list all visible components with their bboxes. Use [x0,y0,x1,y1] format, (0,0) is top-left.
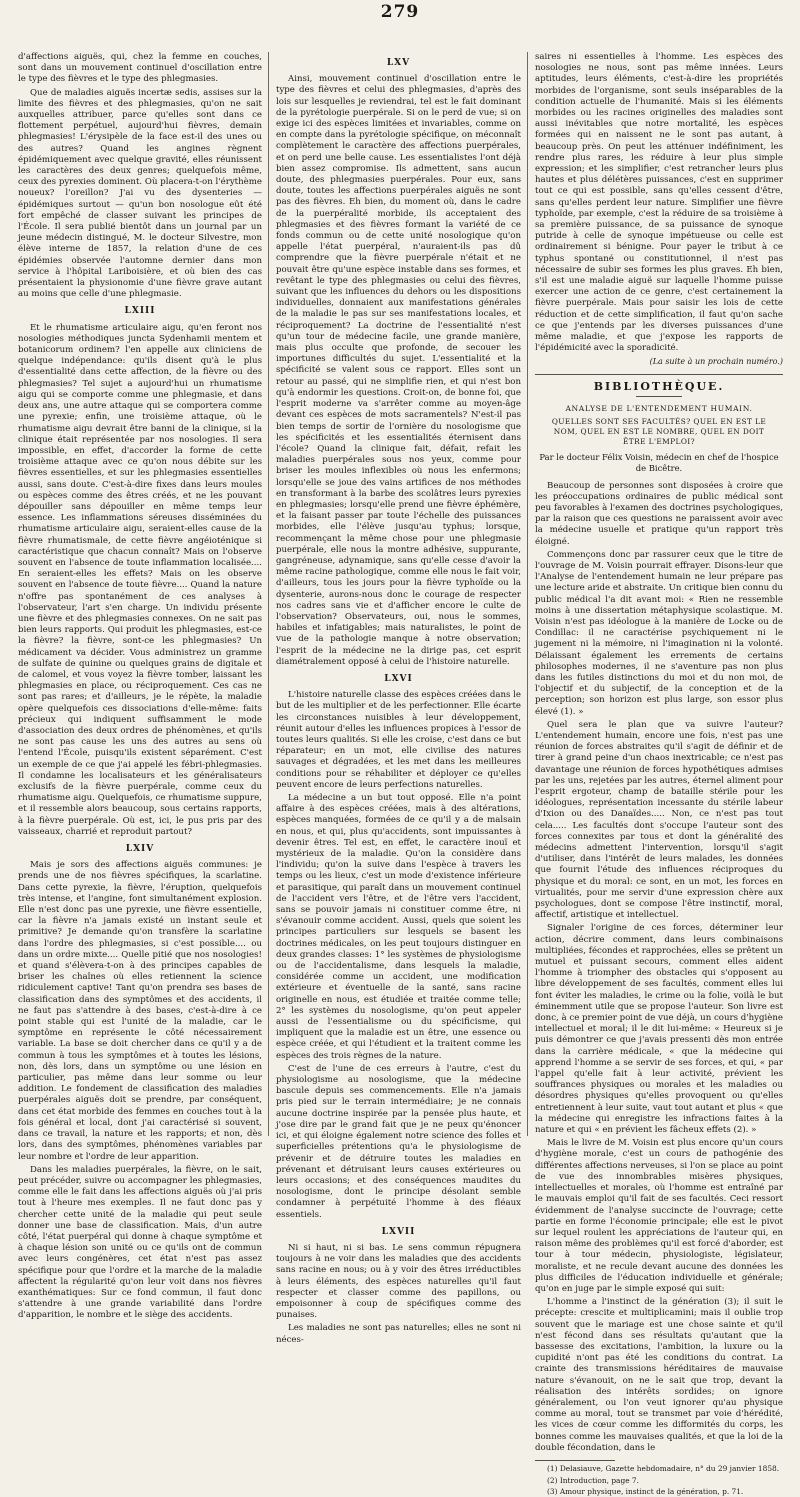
section-number: LXVII [381,1226,416,1237]
section-number: LXVI [384,673,413,684]
paragraph: L'histoire naturelle classe des espèces créées dans le but de les multiplier et de les perfectionner. Elle écarte les circonstances nuisibles à leur développement, réunit autour d'elles les influences propices à l'essor de toutes leurs qualités. Si elle les croise, c'est dans ce but réparateur; en un mot, elle civilise des natures sauvages et dégradées, et les met dans les meilleures conditions pour se réhabiliter et déployer ce qu'elles peuvent encore de leurs perfections naturelles. [276,690,521,790]
paragraph: Signaler l'origine de ces forces, déterminer leur action, décrire comment, dans leurs combinaisons multipliées, fécondes et rapprochées, elles se prêtent un mutuel et puissant secours, comment elles aident l'homme à triompher des obstacles qui s'opposent au libre développement de ses facultés, comment elles lui font éviter les maladies, le crime ou la folie, voilà le but éminemment utile que se propose l'auteur. Son livre est donc, à ce premier point de vue déjà, un cours d'hygiène intellectuel et moral; il le dit lui-même: « Heureux si je puis démontrer ce que j'avais pressenti dès mon entrée dans la carrière médicale, « que la médecine qui apprend l'homme a se servir de ses forces, et qui, « par l'appel qu'elle fait à leur activité, prévient les souffrances physiques ou morales et les maladies ou désordres physiques qu'elles provoquent ou qu'elles entretiennent à leur suite, vaut tout autant et plus « que la médecine qui enregistre les infractions faites à la nature et qui « en prévient les fâcheux effets (2). » [535,923,783,1136]
footnote: (3) Amour physique, instinct de la génération, p. 71. [547,1487,744,1497]
paragraph: Ainsi, mouvement continuel d'oscillation entre le type des fièvres et celui des phlegmasies, d'après des lois sur lesquelles je reviendrai, tel est le fait dominant de la pyrétologie puerpérale. Si on le perd de vue; si on exige ici des espèces limitées et invariables, comme on en compte dans la pyrétologie spécifique, on méconnaît complètement le caractère des affections puerpérales, et on perd une belle cause. Les essentialistes l'ont déjà bien assez compromise. Ils admettent, sans aucun doute, des phlegmasies puerpérales. Pour eux, sans doute, toutes les affections puerpérales aiguës ne sont pas des fièvres. Eh bien, du moment où, dans le cadre de la puerpéralité morbide, ils acceptaient des phlegmasies et des fièvres formant la variété de ce fonds commun ou de cette unité nosologique qu'on appelle l'état puerpéral, n'auraient-ils pas dû comprendre que la fièvre puerpérale n'était et ne pouvait être qu'une espèce instable dans ses formes, et revêtant le type des phlegmasies ou celui des fièvres, suivant que les influences du dehors ou les dispositions individuelles, donnaient aux manifestations générales de la maladie le pas sur ses manifestations locales, et réciproquement? La doctrine de l'essentialité n'est qu'un tour de médecine facile, une grande manière, mais plus occulte que profonde, de secouer les importunes difficultés du sujet. L'essentialité et la spécificité se valent sous ce rapport. Elles sont un retour au passé, qui ne simplifie rien, et qui n'est bon qu'à endormir les questions. Croit-on, de bonne foi, que l'esprit moderne va s'arrêter comme au moyen-âge devant ces espèces de mots sacramentels? N'est-il pas bien temps de sortir de l'ornière du nosologisme que les spécificités et les essentialités éternisent dans l'école? Quand la clinique fait, défait, refait les maladies puerpérales sous nos yeux, comme pour briser les moules inflexibles où nous les enfermons; lorsqu'elle se joue des vains artifices de nos méthodes en transformant à la barbe des scolâtres leurs pyrexies en phlegmasies; lorsqu'elle prend une fièvre éphémère, et la faisant passer par toute l'échelle des puissances morbides, elle l'élève jusqu'au typhus; lorsque, recommençant la même chose pour une phlegmasie puerpérale, elle nous la montre adhésive, suppurante, gangréneuse, adynamique, sans qu'elle cesse d'avoir la même racine pathologique, comme elle nous le fait voir, d'ailleurs, tous les jours pour la fièvre typhoïde ou la dysenterie, aurons-nous donc le courage de respecter nos cadres sans vie et d'afficher encore le culte de l'observation? Observateurs, oui, nous le sommes, habiles et infatigables; mais naturalistes, le point de vue de la pathologie manque à notre observation; l'esprit de la médecine ne la dirige pas, cet esprit diamétralement opposé à celui de l'histoire naturelle. [276,74,521,667]
paragraph: saires ni essentielles à l'homme. Les espèces des nosologies ne nous, sont pas même innées. Leurs aptitudes, leurs éléments, c'est-à-dire les propriétés morbides de l'organisme, sont seuls inséparables de la condition actuelle de l'humanité. Mais si les éléments morbides ou les racines originelles des maladies sont aussi inévitables que notre mortalité, les espèces formées qui en naissent ne le sont pas autant, à beaucoup près. On peut les atténuer indéfiniment, les rendre plus rares, les réduire à leur plus simple expression; et les simplifier, c'est retrancher leurs plus hautes et plus délétères puissances, c'est en supprimer tout ce qui est possible, sans qu'elles cessent d'être, sans qu'elles perdent leur nature. Simplifier une fièvre typhoïde, par exemple, c'est la réduire de sa troisième à sa première puissance, de sa puissance de synoque putride à celle de synoque impétueuse ou celle est ordinairement si bénigne. Pour payer le tribut à ce typhus spontané ou constitutionnel, il n'est pas nécessaire de subir ses formes les plus graves. Eh bien, s'il est une maladie aiguë sur laquelle l'homme puisse exercer une action de ce genre, c'est certainement la fièvre puerpérale. Mais pour saisir les lois de cette réduction et de cette simplification, il faut qu'on sache ce que j'entends par les diverses puissances d'une même maladie, et que j'expose les rapports de l'épidémicité avec la sporadicité. [535,52,783,354]
continuation-note: (La suite à un prochain numéro.) [649,357,783,367]
footnote: (2) Introduction, page 7. [547,1475,639,1485]
column-right [535,52,783,1497]
paragraph: C'est de l'une de ces erreurs à l'autre, c'est du physiologisme au nosologisme, que la médecine bascule depuis ses commencements. Elle n'a jamais pris pied sur le terrain intermédiaire; je ne connais aucune doctrine inspirée par la pensée plus haute, et j'ose dire par le grand fait que je ne peux qu'énoncer ici, et qui éloigne également notre science des folles et superficielles prétentions qu'a le physiologisme de prévenir et de détruire toutes les maladies en prévenant et détruisant leurs causes extérieures ou leurs occasions; et des conséquences maudites du nosologisme, dont le principe désolant semble condamner à perpétuité l'homme à des fléaux essentiels. [276,1063,521,1220]
paragraph: Commençons donc par rassurer ceux que le titre de l'ouvrage de M. Voisin pourrait effrayer. Disons-leur que l'Analyse de l'entendement humain ne leur prépare pas une lecture aride et abstraite. Un critique bien connu du public médical l'a dit avant moi: « Rien ne ressemble moins à une dissertation métaphysique scolastique. M. Voisin n'est pas idéologue à la manière de Locke ou de Condillac: il ne caractérise psychiquement ni le jugement ni la mémoire, ni l'imagination ni la volonté. Délaissant également les errements de certains philosophes modernes, il ne s'aventure pas non plus dans les futiles distinctions du moi et du non moi, de l'objectif et du subjectif, de la conception et de la perception; son horizon est plus large, son essor plus élevé (1). » [535,549,783,717]
footnote: (1) Delasiauve, Gazette hebdomadaire, n° du 29 janvier 1858. [547,1463,780,1473]
column-left [18,52,262,1321]
review-title: ANALYSE DE L'ENTENDEMENT HUMAIN. [565,403,753,413]
paragraph: Ni si haut, ni si bas. Le sens commun répugnera toujours à ne voir dans les maladies que des accidents sans racine en nous; ou à y voir des êtres irréductibles à leurs éléments, des espèces naturelles qu'il faut respecter et classer comme des papillons, ou empoisonner à coup de spécifiques comme des punaises. [276,1242,521,1321]
bibliotheque-heading: BIBLIOTHÈQUE. [593,379,725,393]
paragraph: Et le rhumatisme articulaire aigu, qu'en feront nos nosologies méthodiques juncta Sydenhamii mentem et botanicorum ordinem? l'en appelle aux cliniciens de quelque indépendance: qu'ils disent qu'à le plus d'essentialité dans cette affection, de la fièvre ou des phlegmasies? Tel sujet a aujourd'hui un rhumatisme aigu qui se comporte comme une phlegmasie, et dans deux ans, une autre attaque qui se comportera comme une pyrexie; enfin, une troisième attaque, où le rhumatisme aigu devrait être banni de la clinique, si la clinique était représentée par nos nosologies. Il sera impossible, en effet, d'accorder la forme de cette troisième attaque avec ce qu'on nous débite sur les fièvres essentielles, et sur les phlegmasies essentielles aussi, sans doute. C'est-à-dire fixes dans leurs moules ou espèces comme des êtres créés, et ne les pouvant dépouiller sans dépouiller en même temps leur essence. Les inflammations séreuses disséminées du rhumatisme articulaire aigu, seraient-elles cause de la fièvre rhumatismale, de cette fièvre angéioténique si caractéristique que chacun connaît? Mais on l'observe souvent en l'absence de toute inflammation localisée.... En seraient-elles les effets? Mais on les observe souvent en l'absence de toute fièvre.... Quand la nature n'offre pas spontanément de ces analyses à l'observateur, l'art s'en charge. Un individu présente une fièvre et des phlegmasies connexes. On ne sait pas bien leurs rapports. Qui produit les phlegmasies, est-ce la fièvre? la fièvre, sont-ce les phlegmasies? Un médicament va décider. Vous administrez un gramme de sulfate de quinine ou quelques grains de digitale et de calomel, et vous voyez la fièvre tomber, laissant les phlegmasies en place, ou réciproquement. Ces cas ne sont pas rares; et d'ailleurs, je le répète, la maladie opère quelquefois ces dissociations d'elle-même: faits précieux qui indiquent suffisamment le mode d'association des deux ordres de phénomènes, et qu'ils ne sont pas cause les uns des autres au sens où l'entend l'École, puisqu'ils existent séparément. C'est un exemple de ce que j'ai appelé les fébri-phlegmasies. Il condamne les localisateurs et les généralisateurs exclusifs de la fièvre puerpérale, comme ceux du rhumatisme aigu. Quelquefois, ce rhumatisme suppure, et il ressemble alors beaucoup, sous certains rapports, à la fièvre puerpérale. Où est, ici, le pus pris par des vaisseaux, charrié et reproduit partout? [18,322,262,837]
column-divider [268,52,269,1136]
paragraph: Beaucoup de personnes sont disposées à croire que les préoccupations ordinaires de public médical sont peu favorables à l'examen des doctrines psychologiques, par la raison que ces questions ne paraissent avoir avec la médecine usuelle et pratique qu'un rapport très éloigné. [535,480,783,547]
section-divider [535,374,783,375]
heading-rule [636,396,682,397]
column-middle [276,52,521,1345]
paragraph: La médecine a un but tout opposé. Elle n'a point affaire à des espèces créées, mais à des altérations, espèces manquées, formées de ce qu'il y a de malsain en nous, et qui, plus qu'accidents, sont impuissantes à devenir êtres. Tel est, en effet, le caractère inouï et mystérieux de la maladie. Qu'on la considère dans l'individu; qu'on la suive dans l'espèce à travers les temps ou les lieux, c'est un mode d'existence inférieure et parasitique, qui paraît dans un mouvement continuel de l'accident vers l'être, et de l'être vers l'accident, sans se pouvoir jamais ni constituer comme être, ni s'évanouir comme accident. Aussi, quels que soient les principes particuliers sur lesquels se basent les doctrines médicales, on les peut toujours distinguer en deux grandes classes: 1° les systèmes de physiologisme ou de l'accidentalisme, dans lesquels la maladie, considérée comme un accident, une modification extérieure et éventuelle de la santé, sans racine originelle en nous, est étudiée et traitée comme telle; 2° les systèmes du nosologisme, qu'on peut appeler aussi de l'essentialisme ou du spécificisme, qui impliquent que la maladie est un être, une essence ou espèce créée, et qui l'étudient et la traitent comme les espèces des trois règnes de la nature. [276,793,521,1061]
page-number: 279 [380,2,420,22]
review-author: Par le docteur Félix Voisin, médecin en chef de l'hospice de Bicêtre. [539,452,779,474]
section-number: LXIII [124,306,156,317]
paragraph: Dans les maladies puerpérales, la fièvre, on le sait, peut précéder, suivre ou accompagner les phlegmasies, comme elle le fait dans les affections aiguës où j'ai pris tout à l'heure mes exemples. Il ne faut donc pas y chercher cette unité de la maladie qui peut seule donner une base de classification. Mais, d'un autre côté, l'état puerpéral qui donne à chaque symptôme et à chaque lésion son unité ou ce qu'ils ont de commun avec leurs congénères, cet état n'est pas assez spécifique pour que l'ordre et la marche de la maladie affectent la régularité qu'on leur voit dans nos fièvres exanthématiques: Sur ce fond commun, il faut donc s'attendre à une grande variabilité dans l'ordre d'apparition, le nombre et le siège des accidents. [18,1164,262,1321]
paragraph: Les maladies ne sont pas naturelles; elles ne sont ni néces- [276,1323,521,1345]
paragraph: L'homme a l'instinct de la génération (3); il suit le précepte: crescite et multiplicamini; mais il oublie trop souvent que le mariage est une chose sainte et qu'il n'est fécond dans ses résultats qu'autant que la bassesse des excitations, l'ambition, la luxure ou la cupidité n'ont pas été les conditions du contrat. La crainte des transmissions héréditaires de mauvaise nature s'évanouit, on ne le sait que trop, devant la réalisation des intérêts sordides; on ignore généralement, ou l'on veut ignorer qu'au physique comme au moral, tout se transmet par voie d'hérédité, les vices de cœur comme les difformités du corps, les bonnes comme les mauvaises qualités, et que la loi de la double fécondation, dans le [535,1297,783,1453]
footnote-rule [535,1460,615,1461]
paragraph: Mais je sors des affections aiguës communes: je prends une de nos fièvres spécifiques, la scarlatine. Dans cette pyrexie, la fièvre, l'éruption, quelquefois très intense, et l'angine, font simultanément explosion. Elle n'est donc pas une pyrexie, une fièvre essentielle, car la fièvre n'a jamais existé un instant seule et primitive? Je demande qu'on transfère la scarlatine dans l'ordre des phlegmasies, si c'est possible.... ou dans un ordre mixte.... Quelle pitié que nos nosologies! et quand s'élèvera-t-on à des principes capables de briser les chaînes où elles retiennent la science ridiculement captive! Tant qu'on prendra ses bases de classification dans des symptômes et des accidents, il ne faut pas s'attendre à des bases, c'est-à-dire à ce point stable qui est l'unité de la maladie, car le symptôme en représente le côté nécessairement variable. La base se doit chercher dans ce qu'il y a de commun à tous les symptômes et à toutes les lésions, non, dès lors, dans un symptôme ou une lésion en particulier, pas même dans leur somme ou leur addition. Le fondement de classification des maladies puerpérales aiguës doit se prendre, par conséquent, dans cet état morbide des femmes en couches tout à la fois général et local, dont j'ai caractérisé si souvent, dans ce travail, la nature et les rapports; et non, dès lors, dans des symptômes, phénomènes variables par leur nombre et l'ordre de leur apparition. [18,860,262,1162]
review-subtitle: QUELLES SONT SES FACULTÉS? QUEL EN EST LE NOM, QUEL EN EST LE NOMBRE, QUEL EN DOIT ÊTRE L'EMPLOI? [551,417,767,447]
paragraph: Mais le livre de M. Voisin est plus encore qu'un cours d'hygiène morale, c'est un cours de pathogénie des différentes affections nerveuses, si l'on se place au point de vue des innombrables misères physiques, intellectuelles et morales, où l'homme est entraîné par le mauvais emploi qu'il fait de ses facultés. Ceci ressort évidemment de l'analyse succincte de l'ouvrage; cette partie en forme l'économie principale; elle est le pivot sur lequel roulent les appréciations de l'auteur qui, en raison même des problèmes qu'il est forcé d'aborder, est tour à tour médecin, physiologiste, législateur, moraliste, et ne recule devant aucune des données les plus difficiles de l'éducation individuelle et générale; qu'on en juge par le simple exposé qui suit: [535,1138,783,1294]
section-number: LXIV [125,844,155,855]
section-number: LXV [386,58,411,68]
paragraph: Que de maladies aiguës incertæ sedis, assises sur la limite des fièvres et des phlegmasies, qu'on ne sait auxquelles attribuer, parce qu'elles sont dans ce flottement perpétuel, aujourd'hui fièvres, demain phlegmasies! L'érysipèle de la face est-il des unes ou des autres? Quand les angines règnent épidémiquement avec quelque gravité, elles réunissent les caractères des deux genres; quelquefois même, ceux des pyrexies dominent. Où placera-t-on l'érythème noueux? l'oreillon? J'ai vu des dysenteries — épidémiques surtout — qu'un bon nosologue eût été fort empêché de classer suivant les principes de l'École. Il sera publié bientôt dans un journal par un jeune médecin distingué, M. le docteur Silvestre, mon élève interne de 1857, la relation d'une de ces épidémies observée l'automne dernier dans mon service à l'hôpital Lariboisière, et où bien des cas présentaient la physionomie d'une fièvre grave autant au moins que celle d'une phlegmasie. [18,87,262,300]
paragraph: Quel sera le plan que va suivre l'auteur? L'entendement humain, encore une fois, n'est pas une réunion de forces abstraites qu'il s'agit de définir et de tirer à grand peine d'un chaos inextricable; ce n'est pas davantage une réunion de forces hypothétiques admises par les uns, rejetées par les autres, éternel aliment pour l'esprit ergoteur, champ de bataille stérile pour les idéologues, représentation incessante du stérile labeur d'Ixion ou des Danaïdes..... Non, ce n'est pas tout cela..... Les facultés dont s'occupe l'auteur sont des forces connexites par tous et dont la généralité des médecins admettent l'intervention, lorsqu'il s'agit d'utiliser, dans l'intérêt de leurs malades, les données que fournit l'étude des influences réciproques du physique et du moral: ce sont, en un mot, les forces en virtualités, pour me servir d'une expression chère aux psychologues, dont se compose l'être instinctif, moral, affectif, artistique et intellectuel. [535,719,783,921]
paragraph: d'affections aiguës, qui, chez la femme en couches, sont dans un mouvement continuel d'oscillation entre le type des fièvres et le type des phlegmasies. [18,52,262,85]
column-divider [527,52,528,1136]
